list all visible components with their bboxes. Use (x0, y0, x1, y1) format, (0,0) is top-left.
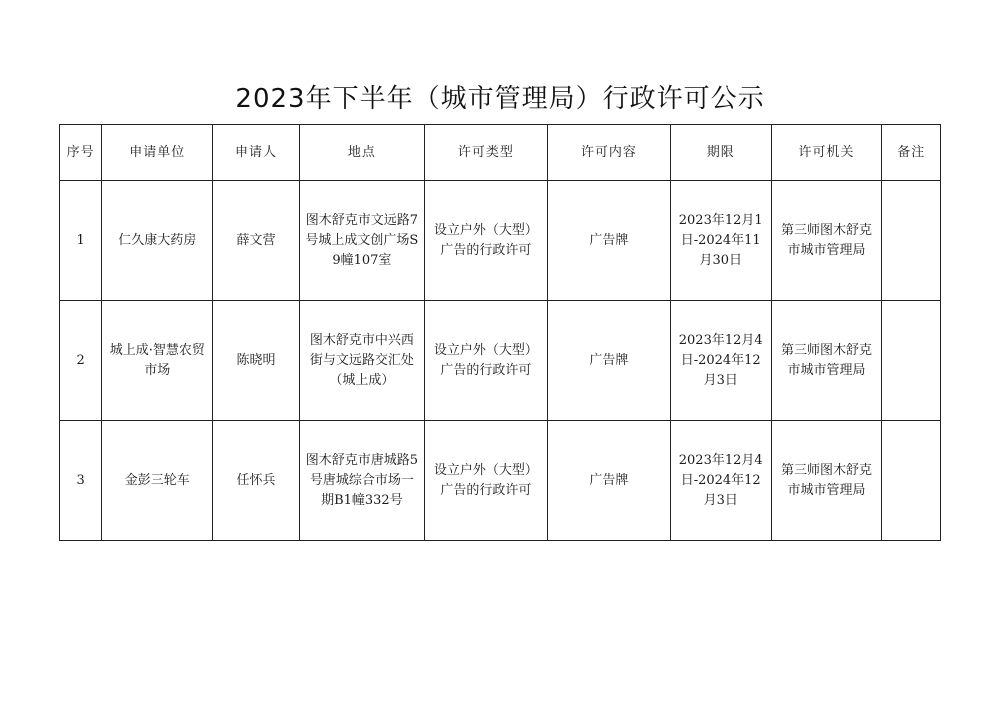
cell-permit-type: 设立户外（大型）广告的行政许可 (424, 301, 547, 421)
cell-permit-content: 广告牌 (547, 181, 670, 301)
cell-serial: 1 (60, 181, 102, 301)
header-note: 备注 (882, 125, 941, 181)
header-applicant: 申请人 (213, 125, 300, 181)
permit-table (59, 124, 941, 541)
cell-authority: 第三师图木舒克市城市管理局 (771, 421, 882, 541)
cell-permit-type: 设立户外（大型）广告的行政许可 (424, 421, 547, 541)
cell-term: 2023年12月4日-2024年12月3日 (670, 421, 771, 541)
cell-applicant: 薛文营 (213, 181, 300, 301)
table-row (60, 301, 941, 421)
header-serial: 序号 (60, 125, 102, 181)
table-header-row (60, 125, 941, 181)
table-row (60, 181, 941, 301)
cell-location: 图木舒克市文远路7号城上成文创广场S9幢107室 (299, 181, 424, 301)
cell-authority: 第三师图木舒克市城市管理局 (771, 301, 882, 421)
cell-permit-content: 广告牌 (547, 421, 670, 541)
cell-note (882, 181, 941, 301)
cell-term: 2023年12月1日-2024年11月30日 (670, 181, 771, 301)
table-row (60, 421, 941, 541)
header-applicant-unit: 申请单位 (102, 125, 213, 181)
header-permit-type: 许可类型 (424, 125, 547, 181)
cell-serial: 2 (60, 301, 102, 421)
document-title: 2023年下半年（城市管理局）行政许可公示 (235, 84, 765, 114)
header-authority: 许可机关 (771, 125, 882, 181)
cell-authority: 第三师图木舒克市城市管理局 (771, 181, 882, 301)
header-term: 期限 (670, 125, 771, 181)
header-location: 地点 (299, 125, 424, 181)
cell-applicant: 任怀兵 (213, 421, 300, 541)
cell-location: 图木舒克市唐城路5号唐城综合市场一期B1幢332号 (299, 421, 424, 541)
cell-note (882, 301, 941, 421)
cell-applicant: 陈晓明 (213, 301, 300, 421)
cell-permit-content: 广告牌 (547, 301, 670, 421)
cell-applicant-unit: 城上成·智慧农贸市场 (102, 301, 213, 421)
header-permit-content: 许可内容 (547, 125, 670, 181)
cell-applicant-unit: 仁久康大药房 (102, 181, 213, 301)
cell-serial: 3 (60, 421, 102, 541)
cell-term: 2023年12月4日-2024年12月3日 (670, 301, 771, 421)
cell-note (882, 421, 941, 541)
cell-applicant-unit: 金彭三轮车 (102, 421, 213, 541)
cell-location: 图木舒克市中兴西街与文远路交汇处（城上成） (299, 301, 424, 421)
cell-permit-type: 设立户外（大型）广告的行政许可 (424, 181, 547, 301)
